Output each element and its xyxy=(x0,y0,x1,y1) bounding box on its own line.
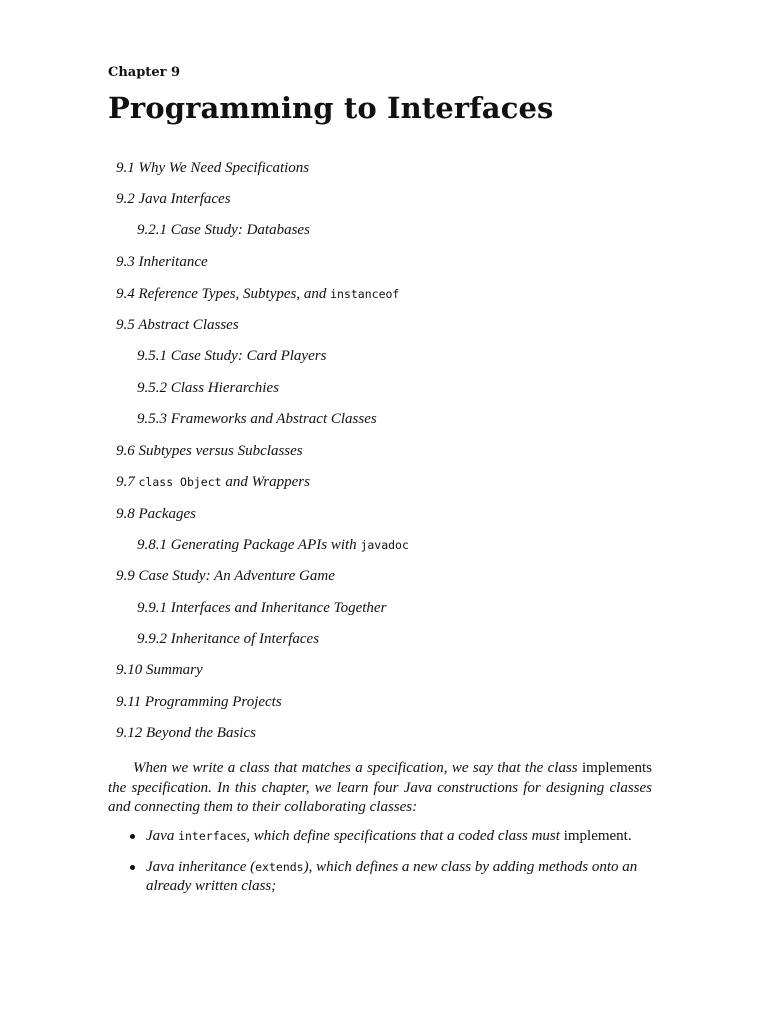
bullet-code: extends xyxy=(255,859,304,874)
toc-item-9-2[interactable] xyxy=(116,190,231,208)
toc-item-text: 9.8.1 Generating Package APIs with xyxy=(137,537,361,553)
toc-item-text: 9.9.2 Inheritance of Interfaces xyxy=(137,631,320,647)
toc-item-text: 9.5.3 Frameworks and Abstract Classes xyxy=(137,411,377,427)
toc-item-text: 9.7 xyxy=(116,474,139,490)
bullet-text: s, which define specifications that a coded class must xyxy=(240,828,564,844)
toc-item-9-5-3[interactable] xyxy=(137,410,377,428)
bullet-item xyxy=(108,858,652,897)
toc-item-9-5-1[interactable] xyxy=(137,347,326,365)
bullet-text: Java xyxy=(146,828,179,844)
toc-item-text-after: and Wrappers xyxy=(221,474,310,490)
chapter-title: Programming to Interfaces xyxy=(108,91,554,125)
toc-item-text: 9.9.1 Interfaces and Inheritance Together xyxy=(137,600,387,616)
toc-item-text: 9.10 Summary xyxy=(116,662,203,678)
toc-item-9-12[interactable] xyxy=(116,724,256,742)
toc-item-9-3[interactable] xyxy=(116,253,208,271)
toc-item-text: 9.5 Abstract Classes xyxy=(116,317,239,333)
bullet-list xyxy=(108,827,652,908)
bullet-dot xyxy=(130,865,135,870)
toc-item-9-8[interactable] xyxy=(116,505,196,523)
toc-item-9-5[interactable] xyxy=(116,316,239,334)
toc-item-9-9-1[interactable] xyxy=(137,599,386,617)
toc-item-text: 9.5.2 Class Hierarchies xyxy=(137,380,279,396)
toc-item-9-4[interactable] xyxy=(116,285,399,303)
toc-item-9-9-2[interactable] xyxy=(137,630,319,648)
intro-paragraph xyxy=(108,759,652,818)
toc-item-text: 9.4 Reference Types, Subtypes, and xyxy=(116,286,331,302)
toc-item-text: 9.2.1 Case Study: Databases xyxy=(137,222,310,238)
toc-item-text: 9.5.1 Case Study: Card Players xyxy=(137,348,327,364)
intro-text: When we write a class that matches a specification, we say that the class xyxy=(133,760,582,776)
bullet-item xyxy=(108,827,652,847)
toc-item-9-11[interactable] xyxy=(116,693,282,711)
toc-item-9-9[interactable] xyxy=(116,567,335,585)
bullet-emphasis: implement xyxy=(563,828,628,844)
toc-item-text: 9.8 Packages xyxy=(116,506,196,522)
toc-item-text: 9.1 Why We Need Specifications xyxy=(116,160,310,176)
toc-item-9-2-1[interactable] xyxy=(137,221,310,239)
bullet-dot xyxy=(130,834,135,839)
toc-item-text: 9.6 Subtypes versus Subclasses xyxy=(116,443,303,459)
toc-item-9-6[interactable] xyxy=(116,442,303,460)
toc-item-text: 9.2 Java Interfaces xyxy=(116,191,231,207)
toc-item-9-7[interactable] xyxy=(116,473,310,491)
toc-item-9-10[interactable] xyxy=(116,661,203,679)
toc-item-9-8-1[interactable] xyxy=(137,536,409,554)
bullet-code: interface xyxy=(178,829,241,843)
toc-item-9-1[interactable] xyxy=(116,159,309,177)
intro-text: the specification. In this chapter, we learn four Java constructions for designing classes and connecting them to their collaborating classes: xyxy=(108,779,652,815)
toc-item-9-5-2[interactable] xyxy=(137,379,279,397)
bullet-text: ), which defines a new class by adding methods onto an already written class; xyxy=(146,858,638,894)
toc-item-text: 9.3 Inheritance xyxy=(116,254,208,270)
bullet-text: Java inheritance ( xyxy=(146,858,256,875)
toc-item-code: javadoc xyxy=(360,538,409,552)
toc-item-code: instanceof xyxy=(330,287,400,301)
toc-item-text: 9.9 Case Study: An Adventure Game xyxy=(116,568,335,584)
toc-item-text: 9.11 Programming Projects xyxy=(116,694,282,710)
bullet-punctuation: . xyxy=(627,828,632,844)
toc-item-code: class Object xyxy=(138,475,222,489)
chapter-label: Chapter 9 xyxy=(108,65,181,80)
toc-item-text: 9.12 Beyond the Basics xyxy=(116,725,256,741)
intro-emphasis: implements xyxy=(582,760,652,776)
